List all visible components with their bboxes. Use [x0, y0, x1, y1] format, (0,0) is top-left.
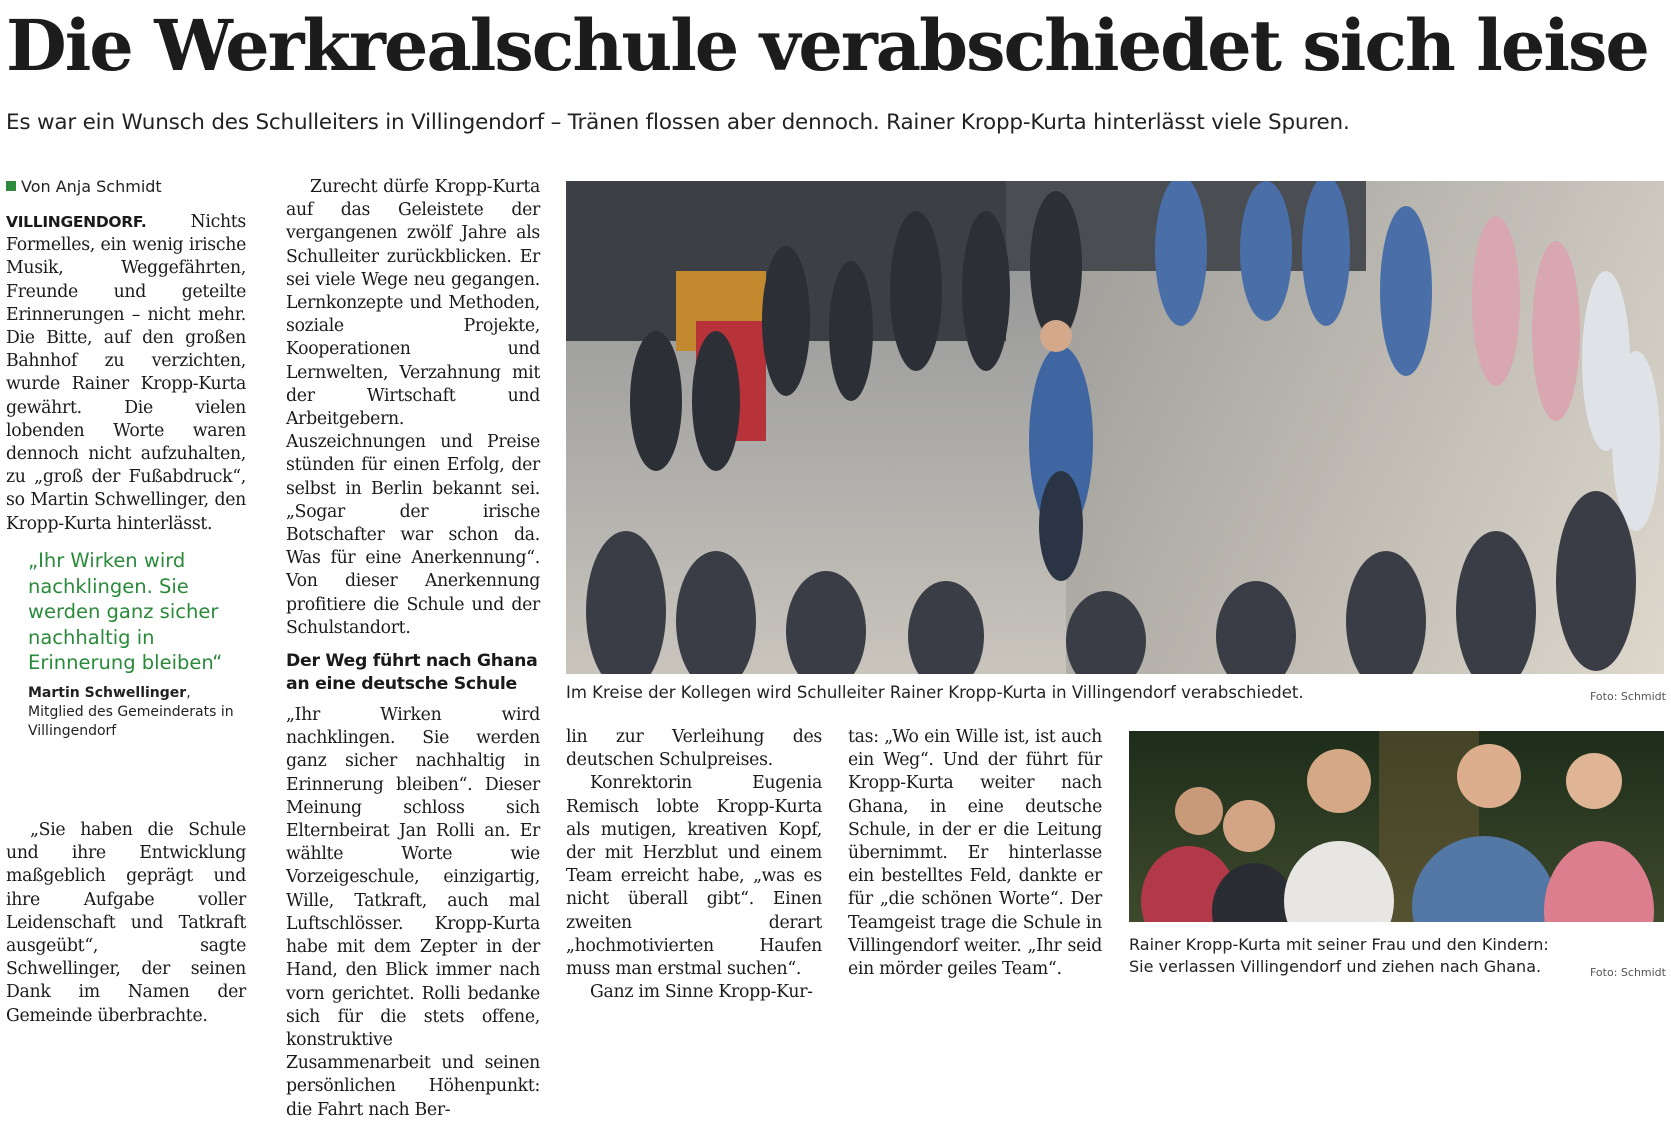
col3-paragraph-1: lin zur Verleihung des deutschen Schulpreises. — [566, 727, 822, 771]
column-3 — [566, 726, 822, 1004]
main-photo-caption: Im Kreise der Kollegen wird Schulleiter Rainer Kropp-Kurta in Villingendorf verabschiedet. — [566, 683, 1304, 702]
quote-attribution: Martin Schwellinger, Mitglied des Gemeinderats in Villingendorf — [28, 685, 234, 739]
headline: Die Werkrealschule verabschiedet sich leise — [6, 4, 1648, 87]
column-1 — [6, 211, 246, 536]
col2-paragraph-1: Zurecht dürfe Kropp-Kurta auf das Geleistete der vergangenen zwölf Jahre als Schulleiter zurückblicken. Er sei viele Wege neu gegangen. Lernkonzepte und Methoden, soziale Projekte, Kooperationen und Lernwelten, Verzahnung mit der Wirtschaft und Arbeitgebern. Auszeichnungen und Preise stünden für einen Erfolg, der selbst in Berlin bekannt sei. „Sogar der irische Botschafter war schon da. Was für eine Anerkennung“. Von dieser Anerkennung profitiere die Schule und der Schulstandort. — [286, 177, 540, 638]
family-photo-caption: Rainer Kropp-Kurta mit seiner Frau und den Kindern: Sie verlassen Villingendorf und ziehen nach Ghana. — [1129, 935, 1549, 976]
col1-p1-text: Nichts Formelles, ein wenig irische Musik, Weggefährten, Freunde und geteilte Erinnerungen – nicht mehr. Die Bitte, auf den großen Bahnhof zu verzichten, wurde Rainer Kropp-Kurta gewährt. Die vielen lobenden Worte waren dennoch nicht aufzuhalten, zu „groß der Fußabdruck“, so Martin Schwellinger, den Kropp-Kurta hinterlässt. — [6, 212, 246, 534]
col3-paragraph-3: Ganz im Sinne Kropp-Kur- — [590, 982, 813, 1003]
family-photo-image — [1129, 731, 1664, 922]
byline — [6, 176, 162, 198]
column-4 — [848, 726, 1102, 981]
pull-quote: „Ihr Wirken wird nachklingen. Sie werden ganz sicher nachhaltig in Erinnerung bleiben“ — [28, 549, 223, 674]
column-1-lower — [6, 819, 246, 1028]
col4-paragraph-1: tas: „Wo ein Wille ist, ist auch ein Weg“. Und der führt für Kropp-Kurta weiter nach Ghana, in eine deutsche Schule, in der er die Leitung übernimmt. Er hinterlasse ein bestelltes Feld, dankte er für „die schönen Worte“. Der Teamgeist trage die Schule in Villingendorf weiter. „Ihr seid ein mörder geiles Team“. — [848, 727, 1102, 980]
family-photo — [1129, 731, 1664, 922]
subline: Es war ein Wunsch des Schulleiters in Villingendorf – Tränen flossen aber dennoch. Rainer Kropp-Kurta hinterlässt viele Spuren. — [6, 110, 1350, 135]
main-photo — [566, 181, 1664, 674]
byline-marker — [6, 181, 16, 191]
byline-text: Von Anja Schmidt — [21, 177, 162, 196]
main-photo-credit: Foto: Schmidt — [1590, 690, 1666, 703]
subheading: Der Weg führt nach Ghana an eine deutsche Schule — [286, 651, 538, 695]
col1-paragraph-1 — [6, 211, 246, 536]
col2-paragraph-2: „Ihr Wirken wird nachklingen. Sie werden ganz sicher nachhaltig in Erinnerung bleiben“. Dieser Meinung schloss sich Elternbeirat Jan Rolli an. Er wählte Worte wie Vorzeigeschule, einzigartig, Wille, Tatkraft, auch mal Luftschlösser. Kropp-Kurta habe mit dem Zepter in der Hand, den Blick immer nach vorn gerichtet. Rolli bedanke sich für die stets offene, konstruktive Zusammenarbeit und seinen persönlichen Höhenpunkt: die Fahrt nach Ber- — [286, 705, 540, 1120]
col1-paragraph-2: „Sie haben die Schule und ihre Entwicklung maßgeblich geprägt und ihre Aufgabe voller Leidenschaft und Tatkraft ausgeübt“, sagte Schwellinger, der seinen Dank im Namen der Gemeinde überbrachte. — [6, 820, 246, 1026]
col3-paragraph-2: Konrektorin Eugenia Remisch lobte Kropp-Kurta als mutigen, kreativen Kopf, der mit Herzblut und einem Team erreicht habe, „was es nicht überall gibt“. Einen zweiten derart „hochmotivierten Haufen muss man erstmal suchen“. — [566, 773, 822, 980]
main-photo-image — [566, 181, 1664, 674]
quote-name: Martin Schwellinger — [28, 685, 187, 701]
column-2 — [286, 176, 540, 1122]
dateline: VILLINGENDORF. — [6, 213, 147, 231]
family-photo-credit: Foto: Schmidt — [1590, 966, 1666, 979]
quote-role: Mitglied des Gemeinderats in Villingendorf — [28, 704, 234, 739]
